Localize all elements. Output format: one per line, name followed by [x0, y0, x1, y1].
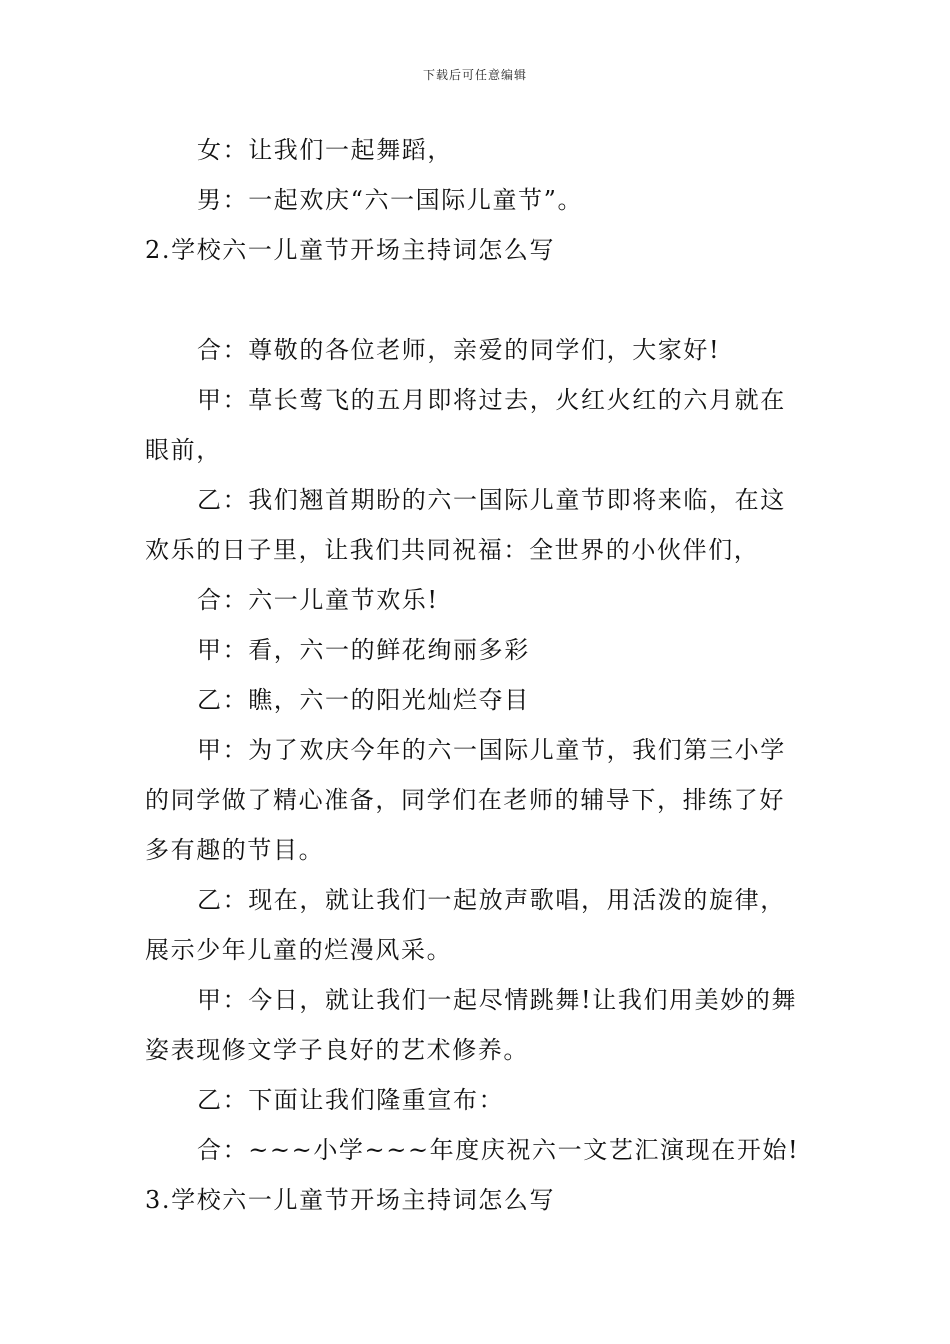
page-header-note: 下载后可任意编辑 — [422, 68, 527, 82]
paragraph-line: 甲：草长莺飞的五月即将过去，火红火红的六月就在 — [197, 386, 786, 414]
paragraph-line: 甲：今日，就让我们一起尽情跳舞!让我们用美妙的舞 — [197, 986, 798, 1014]
paragraph-line: 合：六一儿童节欢乐! — [197, 586, 439, 614]
paragraph-continuation: 欢乐的日子里，让我们共同祝福：全世界的小伙伴们， — [145, 536, 760, 564]
paragraph-line: 甲：为了欢庆今年的六一国际儿童节，我们第三小学 — [197, 736, 786, 764]
blank-line — [145, 275, 810, 325]
paragraph-line: 男：一起欢庆“六一国际儿童节”。 — [197, 186, 584, 214]
paragraph-line: 合：尊敬的各位老师，亲爱的同学们，大家好! — [197, 336, 721, 364]
paragraph-continuation: 的同学做了精心准备，同学们在老师的辅导下，排练了好 — [145, 786, 785, 814]
paragraph-line: 乙：瞧，六一的阳光灿烂夺目 — [197, 686, 530, 714]
section-heading: 2.学校六一儿童节开场主持词怎么写 — [145, 236, 556, 264]
paragraph-line: 甲：看，六一的鲜花绚丽多彩 — [197, 636, 530, 664]
paragraph-line: 乙：我们翘首期盼的六一国际儿童节即将来临，在这 — [197, 486, 786, 514]
paragraph-continuation: 姿表现修文学子良好的艺术修养。 — [145, 1036, 529, 1064]
paragraph-line: 乙：现在，就让我们一起放声歌唱，用活泼的旋律， — [197, 886, 786, 914]
paragraph-continuation: 眼前， — [145, 436, 222, 464]
section-heading: 3.学校六一儿童节开场主持词怎么写 — [145, 1186, 556, 1214]
document-body — [145, 125, 810, 1225]
paragraph-line: 乙：下面让我们隆重宣布： — [197, 1086, 505, 1114]
paragraph-line: 女：让我们一起舞蹈， — [197, 136, 453, 164]
paragraph-continuation: 展示少年儿童的烂漫风采。 — [145, 936, 453, 964]
paragraph-line: 合：~~~小学~~~年度庆祝六一文艺汇演现在开始! — [197, 1136, 800, 1164]
paragraph-continuation: 多有趣的节目。 — [145, 836, 325, 864]
